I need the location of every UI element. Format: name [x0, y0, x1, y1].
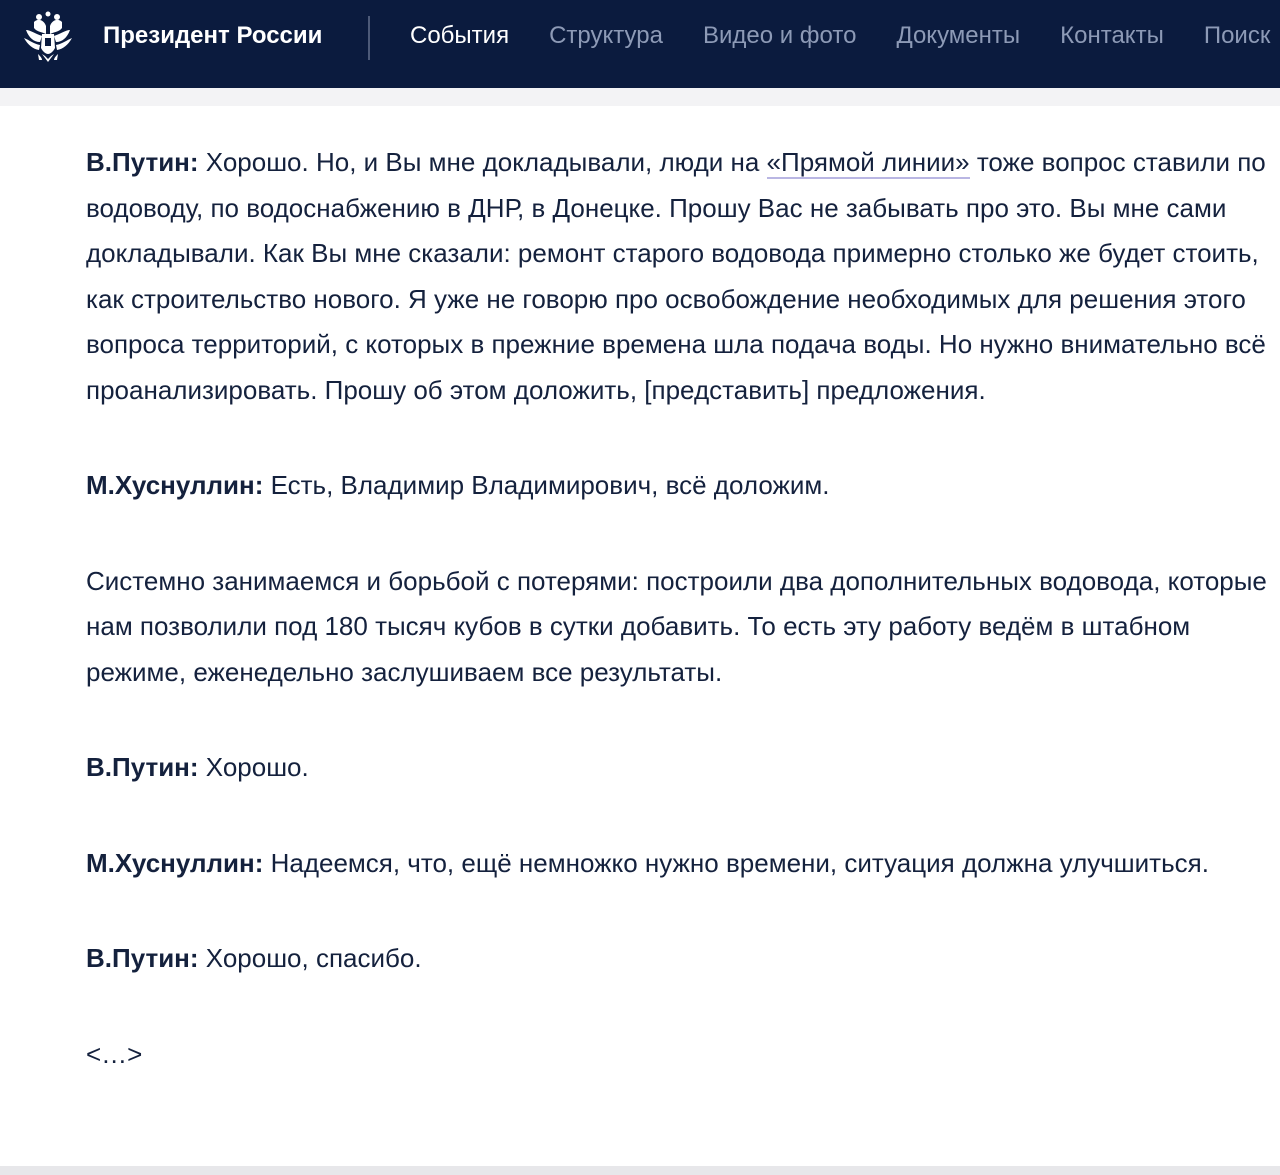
double-headed-eagle-icon[interactable]: [20, 10, 76, 66]
site-header: [0, 0, 1280, 88]
speaker-label: В.Путин:: [86, 943, 199, 973]
site-title[interactable]: Президент России: [103, 22, 323, 49]
speaker-label: М.Хуснуллин:: [86, 847, 264, 878]
paragraph-text: Хорошо. Но, и Вы мне докладывали, люди на: [198, 147, 767, 177]
header-divider: [368, 16, 370, 60]
article-body: [86, 140, 1276, 1127]
header-shadow: [0, 88, 1280, 106]
nav-item-events[interactable]: События: [410, 22, 510, 49]
nav-item-structure[interactable]: Структура: [549, 22, 663, 49]
paragraph-text: Есть, Владимир Владимирович, всё доложим.: [263, 470, 830, 500]
main-nav: [410, 20, 1280, 52]
nav-item-search[interactable]: Поиск: [1203, 22, 1271, 49]
page-bottom-bar: [0, 1166, 1280, 1175]
nav-item-contacts[interactable]: Контакты: [1060, 22, 1164, 49]
paragraph-text: Хорошо, спасибо.: [198, 943, 422, 973]
paragraph-text: Системно занимаемся и борьбой с потерями: построили два дополнительных водовода, которые нам позволили под 180 тысяч кубов в сутки добавить. То есть эту работу ведём в штабном режиме, еженедельно заслушиваем все результаты.: [86, 565, 1267, 687]
paragraph-text: Хорошо.: [198, 752, 309, 782]
nav-item-documents[interactable]: Документы: [896, 22, 1021, 49]
ellipsis-text: <…>: [86, 1038, 143, 1069]
paragraph-4: [86, 745, 1276, 791]
paragraph-1: [86, 140, 1276, 413]
paragraph-6: [86, 936, 1276, 982]
paragraph-2: [86, 463, 1276, 509]
speaker-label: В.Путин:: [86, 752, 199, 782]
nav-item-video-photo[interactable]: Видео и фото: [702, 22, 857, 49]
paragraph-text: тоже вопрос ставили по водоводу, по водоснабжению в ДНР, в Донецке. Прошу Вас не забывать про это. Вы мне сами докладывали. Как Вы мне сказали: ремонт старого водовода примерно столько же будет стоить, как строительство нового. Я уже не говорю про освобождение необходимых для решения этого вопроса территорий, с которых в прежние времена шла подача воды. Но нужно внимательно всё проанализировать. Прошу об этом доложить, [представить] предложения.: [86, 147, 1266, 405]
paragraph-5: [86, 841, 1276, 887]
paragraph-7: [86, 1032, 1276, 1078]
paragraph-text: Надеемся, что, ещё немножко нужно времени, ситуация должна улучшиться.: [263, 847, 1209, 878]
paragraph-3: [86, 559, 1276, 696]
direct-line-link[interactable]: «Прямой линии»: [766, 147, 970, 177]
speaker-label: В.Путин:: [86, 147, 199, 177]
speaker-label: М.Хуснуллин:: [86, 470, 264, 500]
